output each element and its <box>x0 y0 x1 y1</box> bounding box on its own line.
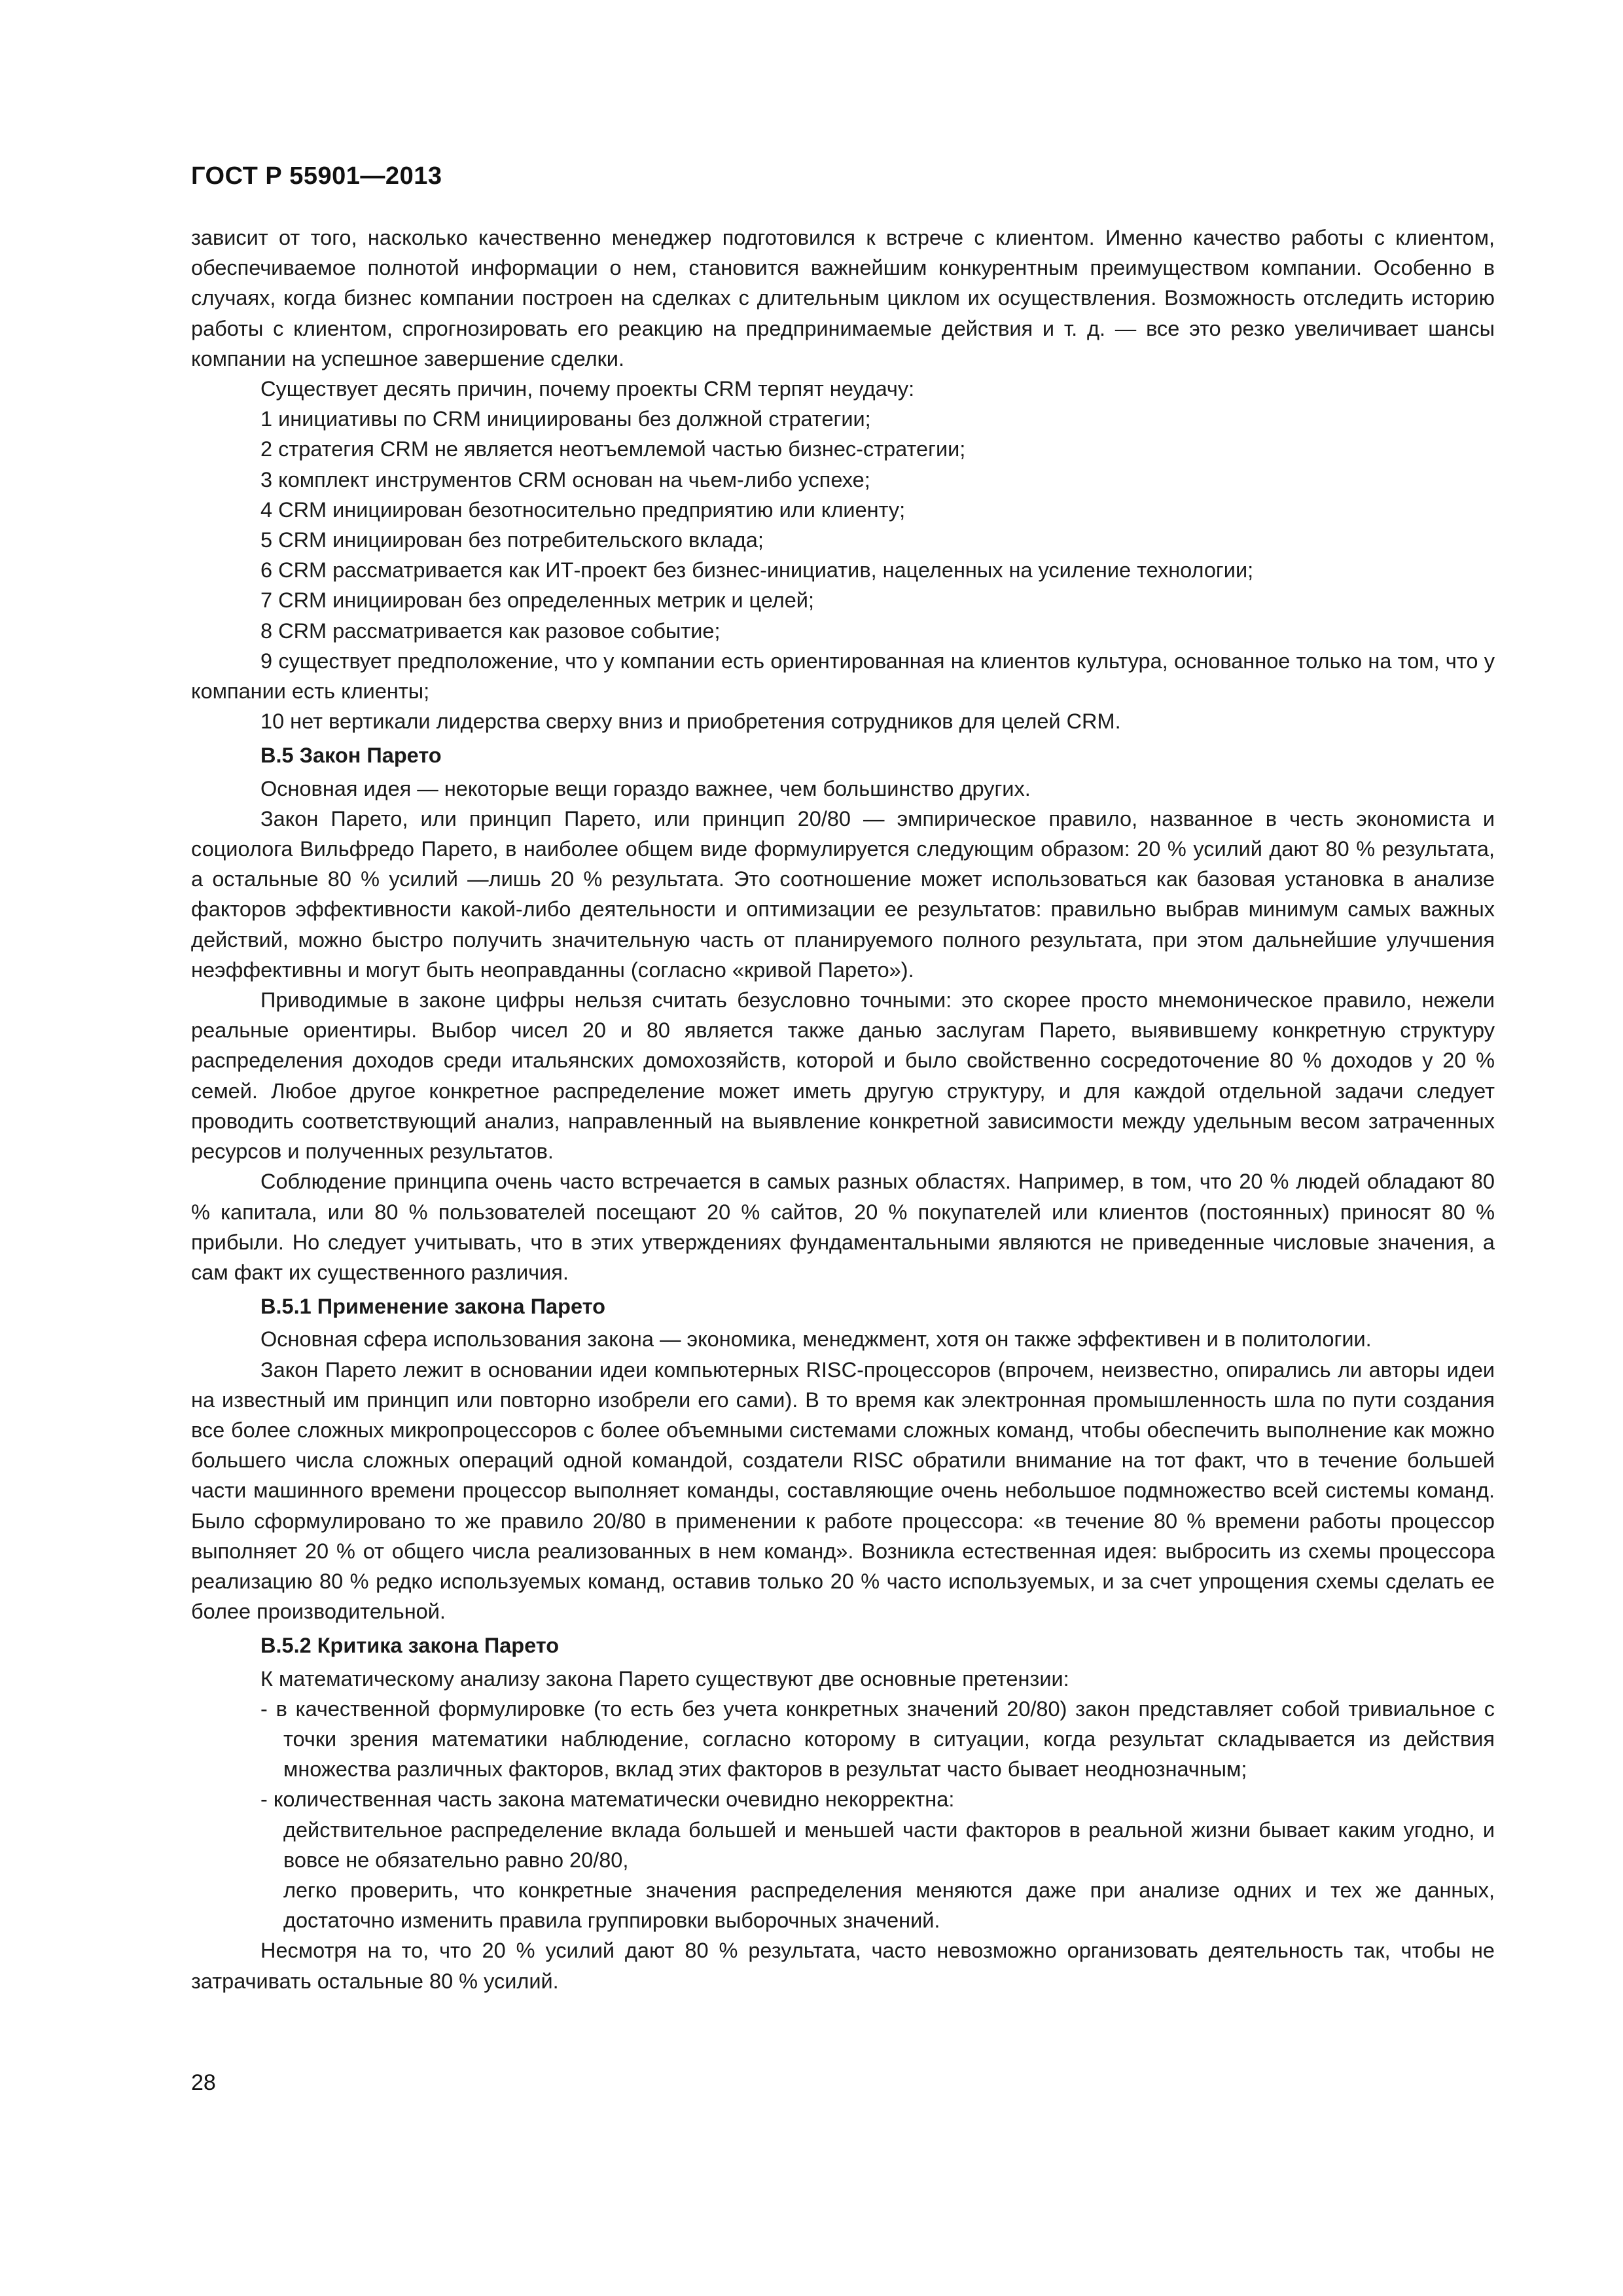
body-text <box>191 223 1495 1996</box>
paragraph: Основная сфера использования закона — экономика, менеджмент, хотя он также эффективен и в политологии. <box>260 1327 1372 1352</box>
section-heading: В.5.2 Критика закона Парето <box>260 1634 560 1658</box>
sub-list-item: легко проверить, что конкретные значения распределения меняются даже при анализе одних и тех же данных, достаточно изменить правила группировки выборочных значений. <box>283 1878 1495 1933</box>
list-item: 5 CRM инициирован без потребительского вклада; <box>260 528 764 552</box>
list-item: 9 существует предположение, что у компании есть ориентированная на клиентов культура, основанное только на том, что у компании есть клиенты; <box>191 649 1495 704</box>
section-heading: В.5 Закон Парето <box>260 744 442 768</box>
list-item: 7 CRM инициирован без определенных метрик и целей; <box>260 588 814 613</box>
page-number: 28 <box>191 2070 216 2095</box>
list-item: 2 стратегия CRM не является неотъемлемой частью бизнес-стратегии; <box>260 437 966 461</box>
list-item: 1 инициативы по CRM инициированы без должной стратегии; <box>260 407 871 431</box>
paragraph: Приводимые в законе цифры нельзя считать безусловно точными: это скорее просто мнемоническое правило, нежели реальные ориентиры. Выбор чисел 20 и 80 является также данью заслугам Парето, выявившему конкретную структуру распределения доходов среди итальянских домохозяйств, которой и было свойственно сосредоточение 80 % доходов у 20 % семей. Любое другое конкретное распределение может иметь другую структуру, и для каждой отдельной задачи следует проводить соответствующий анализ, направленный на выявление конкретной зависимости между удельным весом затраченных ресурсов и полученных результатов. <box>191 988 1495 1164</box>
paragraph: Несмотря на то, что 20 % усилий дают 80 % результата, часто невозможно организовать деятельность так, чтобы не затрачивать остальные 80 % усилий. <box>191 1939 1495 1993</box>
paragraph: Основная идея — некоторые вещи гораздо важнее, чем большинство других. <box>260 776 1031 800</box>
list-item: 8 CRM рассматривается как разовое событие; <box>260 619 721 643</box>
list-item: 4 CRM инициирован безотносительно предприятию или клиенту; <box>260 497 906 522</box>
paragraph: Соблюдение принципа очень часто встречается в самых разных областях. Например, в том, что 20 % людей обладают 80 % капитала, или 80 % пользователей посещают 20 % сайтов, 20 % покупателей или клиентов (постоянных) приносят 80 % прибыли. Но следует учитывать, что в этих утверждениях фундаментальными являются не приведенные числовые значения, а сам факт их существенного различия. <box>191 1170 1495 1284</box>
section-heading: В.5.1 Применение закона Парето <box>260 1295 605 1319</box>
list-item: 3 комплект инструментов CRM основан на чьем-либо успехе; <box>260 467 870 492</box>
paragraph: зависит от того, насколько качественно менеджер подготовился к встрече с клиентом. Именно качество работы с клиентом, обеспечиваемое полнотой информации о нем, становится важнейшим конкурентным преимуществом компании. Особенно в случаях, когда бизнес компании построен на сделках с длительным циклом их осуществления. Возможность отследить историю работы с клиентом, спрогнозировать его реакцию на предпринимаемые действия и т. д. — все это резко увеличивает шансы компании на успешное завершение сделки. <box>191 226 1495 370</box>
paragraph: Закон Парето лежит в основании идеи компьютерных RISC-процессоров (впрочем, неизвестно, опирались ли авторы идеи на известный им принцип или повторно изобрели его сами). В то время как электронная промышленность шла по пути создания все более сложных микропроцессоров с более объемными системами сложных команд, чтобы обеспечить выполнение как можно большего числа сложных операций одной командой, создатели RISC обратили внимание на тот факт, что в течение большей части машинного времени процессор выполняет команды, составляющие очень небольшое подмножество всей системы команд. Было сформулировано то же правило 20/80 в применении к работе процессора: «в течение 80 % времени работы процессор выполняет 20 % от общего числа реализованных в нем команд». Возникла естественная идея: выбросить из схемы процессора реализацию 80 % редко используемых команд, оставив только 20 % часто используемых, и за счет упрощения схемы сделать ее более производительной. <box>191 1357 1495 1624</box>
list-item: 6 CRM рассматривается как ИТ-проект без бизнес-инициатив, нацеленных на усиление технологии; <box>260 558 1254 583</box>
paragraph: Закон Парето, или принцип Парето, или принцип 20/80 — эмпирическое правило, названное в честь экономиста и социолога Вильфредо Парето, в наиболее общем виде формулируется следующим образом: 20 % усилий дают 80 % результата, а остальные 80 % усилий —лишь 20 % результата. Это соотношение может использоваться как базовая установка в анализе факторов эффективности какой-либо деятельности и оптимизации ее результатов: правильно выбрав минимум самых важных действий, можно быстро получить значительную часть от планируемого полного результата, при этом дальнейшие улучшения неэффективны и могут быть неоправданны (согласно «кривой Парето»). <box>191 806 1495 982</box>
dash-list-item: - количественная часть закона математически очевидно некорректна: <box>260 1787 955 1812</box>
paragraph: К математическому анализу закона Парето существуют две основные претензии: <box>260 1666 1069 1691</box>
list-item: 10 нет вертикали лидерства сверху вниз и приобретения сотрудников для целей CRM. <box>260 709 1121 734</box>
sub-list-item: действительное распределение вклада большей и меньшей части факторов в реальной жизни бывает каким угодно, и вовсе не обязательно равно 20/80, <box>283 1818 1495 1872</box>
page-header: ГОСТ Р 55901—2013 <box>191 162 442 190</box>
dash-list-item: - в качественной формулировке (то есть без учета конкретных значений 20/80) закон представляет собой тривиальное с точки зрения математики наблюдение, согласно которому в ситуации, когда результат складывается из действия множества различных факторов, вклад этих факторов в результат часто бывает неоднозначным; <box>260 1696 1495 1782</box>
paragraph: Существует десять причин, почему проекты CRM терпят неудачу: <box>260 377 915 401</box>
